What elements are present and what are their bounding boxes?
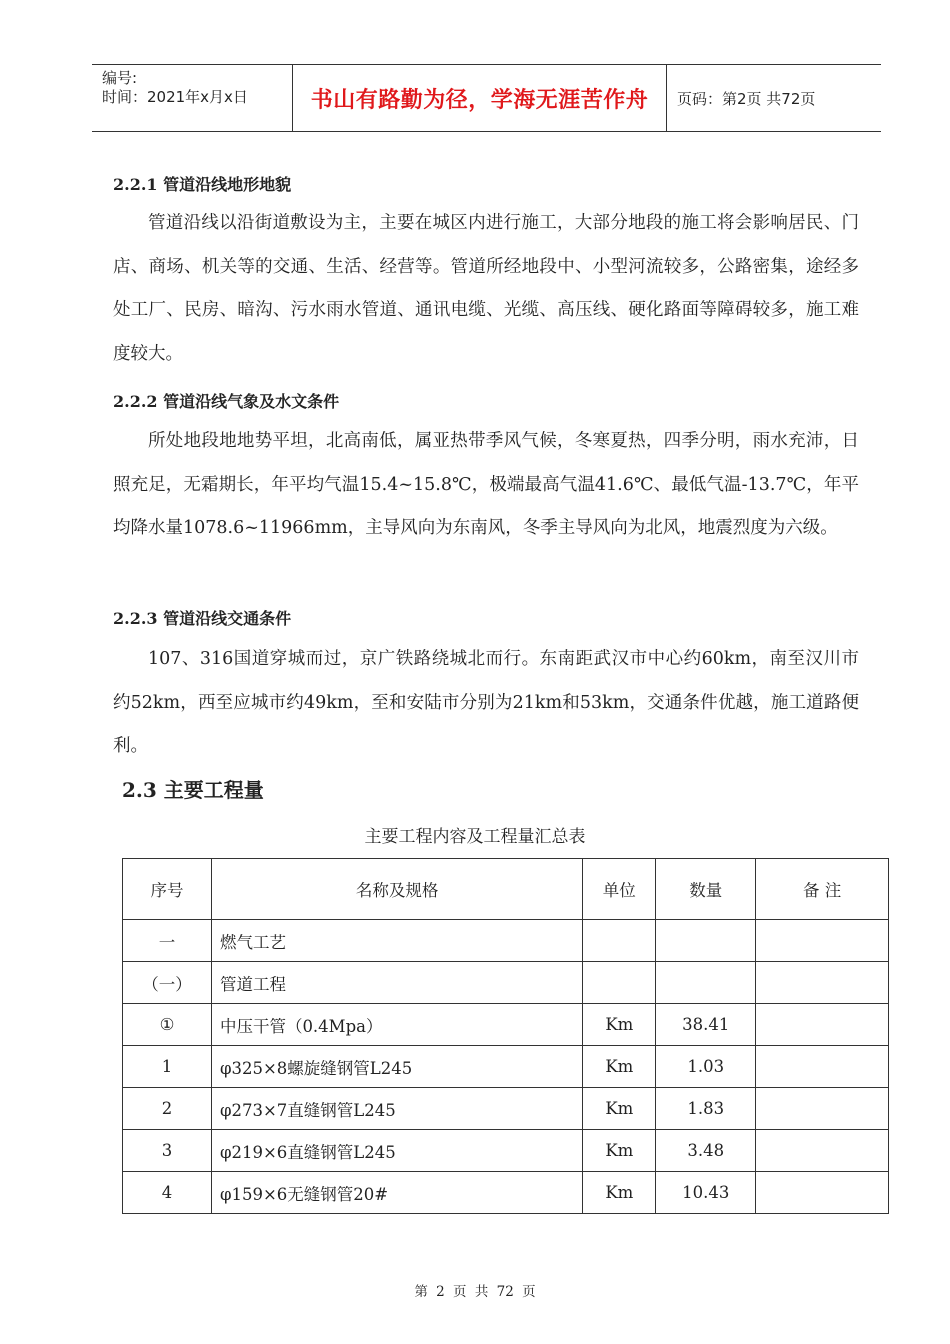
section-heading-2-2-2: 2.2.2 管道沿线气象及水文条件 xyxy=(113,392,340,411)
cell-name: φ219×6直缝钢管L245 xyxy=(211,1130,582,1172)
cell-name: φ273×7直缝钢管L245 xyxy=(211,1088,582,1130)
cell-quantity: 1.83 xyxy=(656,1088,756,1130)
cell-unit xyxy=(583,920,656,962)
cell-index: 3 xyxy=(123,1130,212,1172)
header-meta xyxy=(92,65,292,131)
cell-name: 管道工程 xyxy=(211,962,582,1004)
header-page-code: 页码：第2页 共72页 xyxy=(677,89,816,108)
table-row xyxy=(123,920,889,962)
section-body-2-2-3: 107、316国道穿城而过，京广铁路绕城北而行。东南距武汉市中心约60km，南至汉川市约52km，西至应城市约49km，至和安陆市分别为21km和53km，交通条件优越，施工道路便利。 xyxy=(113,649,859,756)
quantity-table xyxy=(122,858,889,1214)
cell-quantity xyxy=(656,920,756,962)
cell-remark xyxy=(756,1004,889,1046)
cell-name: 燃气工艺 xyxy=(211,920,582,962)
table-row xyxy=(123,1088,889,1130)
cell-quantity: 10.43 xyxy=(656,1172,756,1214)
table-row xyxy=(123,1130,889,1172)
cell-quantity xyxy=(656,962,756,1004)
table-row xyxy=(123,1046,889,1088)
section-body-2-2-1: 管道沿线以沿街道敷设为主，主要在城区内进行施工，大部分地段的施工将会影响居民、门店、商场、机关等的交通、生活、经营等。管道所经地段中、小型河流较多，公路密集，途经多处工厂、民房、暗沟、污水雨水管道、通讯电缆、光缆、高压线、硬化路面等障碍较多，施工难度较大。 xyxy=(113,213,859,364)
header-motto: 书山有路勤为径，学海无涯苦作舟 xyxy=(310,86,649,113)
cell-quantity: 3.48 xyxy=(656,1130,756,1172)
col-header-quantity: 数量 xyxy=(656,859,756,920)
cell-unit: Km xyxy=(583,1172,656,1214)
cell-unit: Km xyxy=(583,1130,656,1172)
cell-name: 中压干管（0.4Mpa） xyxy=(211,1004,582,1046)
cell-quantity: 1.03 xyxy=(656,1046,756,1088)
col-header-index: 序号 xyxy=(123,859,212,920)
cell-quantity: 38.41 xyxy=(656,1004,756,1046)
cell-remark xyxy=(756,962,889,1004)
cell-name: φ159×6无缝钢管20# xyxy=(211,1172,582,1214)
cell-unit: Km xyxy=(583,1046,656,1088)
cell-unit: Km xyxy=(583,1088,656,1130)
cell-remark xyxy=(756,1172,889,1214)
table-row xyxy=(123,1004,889,1046)
cell-index: ① xyxy=(123,1004,212,1046)
col-header-unit: 单位 xyxy=(583,859,656,920)
number-label: 编号: xyxy=(102,69,138,87)
table-header-row xyxy=(123,859,889,920)
cell-remark xyxy=(756,1088,889,1130)
time-label: 时间：2021年x月x日 xyxy=(102,88,248,106)
table-caption: 主要工程内容及工程量汇总表 xyxy=(364,827,586,847)
cell-index: 1 xyxy=(123,1046,212,1088)
table-row xyxy=(123,962,889,1004)
section-body-2-2-2: 所处地段地地势平坦，北高南低，属亚热带季风气候，冬寒夏热，四季分明，雨水充沛，日照充足，无霜期长，年平均气温15.4~15.8℃，极端最高气温41.6℃、最低气温-13.7℃，年平均降水量1078.6~11966mm，主导风向为东南风，冬季主导风向为北风，地震烈度为六级。 xyxy=(113,431,859,538)
cell-unit: Km xyxy=(583,1004,656,1046)
section-heading-2-2-3: 2.2.3 管道沿线交通条件 xyxy=(113,609,292,628)
page-header xyxy=(92,64,881,132)
cell-unit xyxy=(583,962,656,1004)
col-header-name: 名称及规格 xyxy=(211,859,582,920)
col-header-remark: 备 注 xyxy=(756,859,889,920)
cell-index: 一 xyxy=(123,920,212,962)
cell-name: φ325×8螺旋缝钢管L245 xyxy=(211,1046,582,1088)
table-row xyxy=(123,1172,889,1214)
cell-index: 4 xyxy=(123,1172,212,1214)
cell-index: 2 xyxy=(123,1088,212,1130)
page-footer: 第 2 页 共 72 页 xyxy=(414,1284,536,1300)
section-heading-2-3: 2.3 主要工程量 xyxy=(122,778,264,802)
section-heading-2-2-1: 2.2.1 管道沿线地形地貌 xyxy=(113,175,292,194)
cell-index: （一） xyxy=(123,962,212,1004)
cell-remark xyxy=(756,1130,889,1172)
cell-remark xyxy=(756,920,889,962)
cell-remark xyxy=(756,1046,889,1088)
